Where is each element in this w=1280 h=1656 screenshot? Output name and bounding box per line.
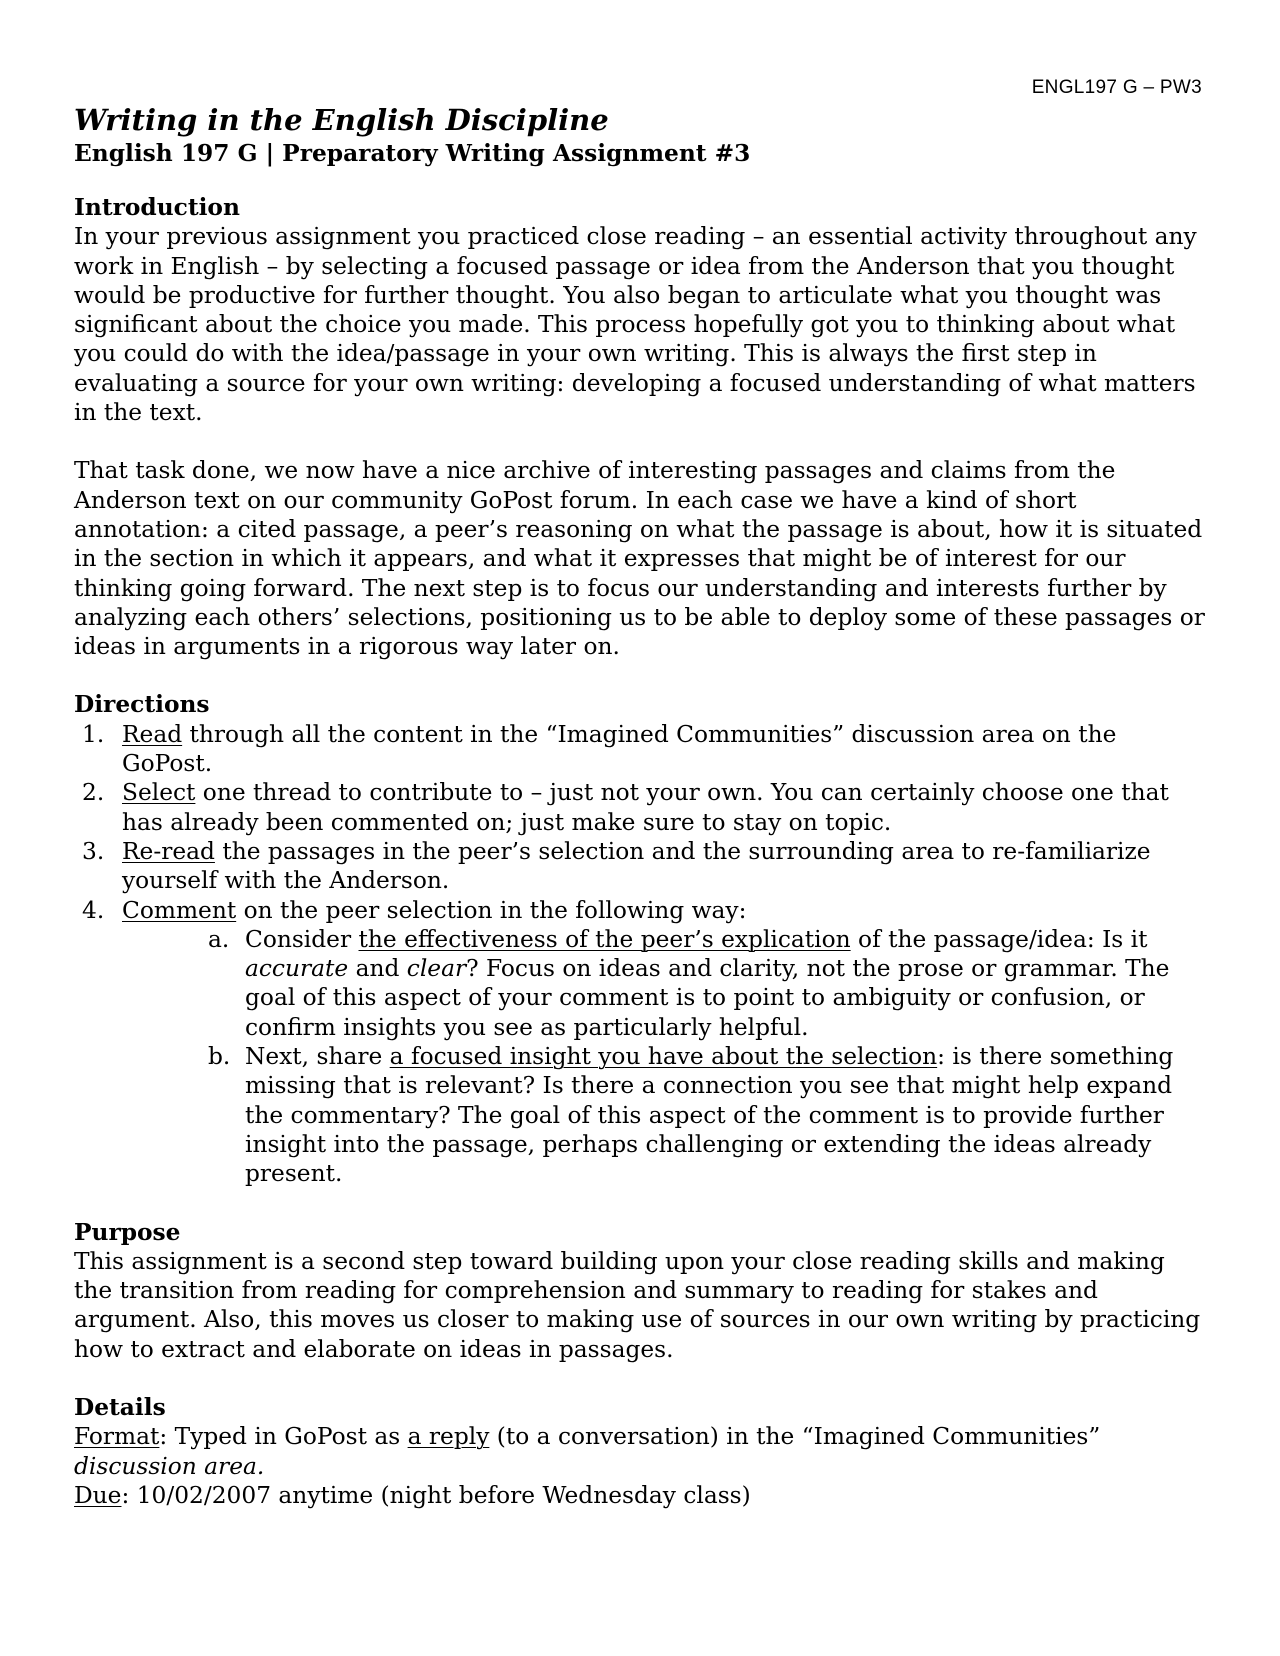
details-section [74, 1393, 1209, 1510]
step-keyword: Re-read [122, 837, 215, 865]
substep-text: Next, share [245, 1043, 390, 1071]
purpose-heading: Purpose [74, 1218, 181, 1246]
step-text: the passages in the peer’s selection and the surrounding area to re-familiarize yourself with the Anderson. [122, 837, 1151, 895]
step-number: 3. [82, 837, 105, 865]
substep-text: : is there something missing that is relevant? Is there a connection you see that might help expand the commentary? The goal of this aspect of the comment is to provide further insight into the passage, perhaps challenging or extending the ideas already present. [245, 1043, 1174, 1188]
introduction-paragraph-1: In your previous assignment you practiced close reading – an essential activity throughout any work in English – by selecting a focused passage or idea from the Anderson that you thought would be productive for further thought. You also began to articulate what you thought was significant about the choice you made. This process hopefully got you to thinking about what you could do with the idea/passage in your own writing. This is always the first step in evaluating a source for your own writing: developing a focused understanding of what matters in the text. [74, 223, 1197, 427]
format-italic: discussion area. [74, 1452, 265, 1480]
directions-heading: Directions [74, 691, 210, 719]
document-body [74, 102, 1209, 1510]
format-text: (to a conversation) in the “Imagined Communities” [489, 1423, 1101, 1451]
step-text: one thread to contribute to – just not your own. You can certainly choose one that has already been commented on; just make sure to stay on topic. [122, 779, 1169, 836]
step-keyword: Read [122, 720, 183, 748]
substep-text: of the passage/idea: Is it [850, 925, 1148, 953]
direction-step [74, 720, 1209, 779]
introduction-heading: Introduction [74, 194, 240, 221]
step-keyword: Comment [122, 896, 237, 924]
directions-list [74, 720, 1209, 1189]
format-line [74, 1422, 1209, 1481]
document-title: Writing in the English Discipline [74, 103, 609, 137]
direction-step [74, 837, 1209, 896]
due-line [74, 1481, 1209, 1510]
substep-underlined: the effectiveness of the peer’s explication [358, 925, 851, 953]
direction-step [74, 778, 1209, 837]
substep-text: Consider [245, 925, 359, 953]
document-subtitle: English 197 G | Preparatory Writing Assignment #3 [74, 140, 751, 167]
substep-item [122, 1042, 1209, 1188]
introduction-paragraph-2: That task done, we now have a nice archive of interesting passages and claims from the Anderson text on our community GoPost forum. In each case we have a kind of short annotation: a cited passage, a peer’s reasoning on what the passage is about, how it is situated in the section in which it appears, and what it expresses that might be of interest for our thinking going forward. The next step is to focus our understanding and interests further by analyzing each others’ selections, positioning us to be able to deploy some of these passages or ideas in arguments in a rigorous way later on. [74, 457, 1205, 661]
step-keyword: Select [122, 779, 196, 807]
step-number: 2. [82, 779, 105, 807]
introduction-section [74, 193, 1209, 661]
comment-substeps [122, 925, 1209, 1189]
directions-section [74, 690, 1209, 1188]
due-label: Due [74, 1481, 122, 1509]
step-number: 1. [82, 720, 105, 748]
substep-letter: b. [208, 1043, 231, 1071]
substep-text: ? Focus on ideas and clarity, not the prose or grammar. The goal of this aspect of your comment is to point to ambiguity or confusion, or confirm insights you see as particularly helpful. [245, 955, 1170, 1041]
substep-italic: clear [406, 955, 467, 983]
substep-item [122, 925, 1209, 1042]
direction-step [74, 896, 1209, 1189]
reply-link-text: a reply [407, 1423, 490, 1451]
substep-underlined: a focused insight you have about the selection [389, 1043, 938, 1071]
step-text: through all the content in the “Imagined Communities” discussion area on the GoPost. [122, 720, 1117, 778]
purpose-section [74, 1218, 1209, 1364]
running-header: ENGL197 G – PW3 [1031, 77, 1202, 98]
substep-italic: accurate [245, 955, 349, 983]
details-heading: Details [74, 1393, 166, 1421]
format-label: Format [74, 1423, 160, 1451]
substep-text: and [348, 955, 407, 983]
due-text: : 10/02/2007 anytime (night before Wednesday class) [121, 1481, 751, 1509]
step-text: on the peer selection in the following way: [236, 896, 747, 924]
substep-letter: a. [208, 925, 230, 953]
format-text: : Typed in GoPost as [159, 1423, 408, 1451]
purpose-paragraph: This assignment is a second step toward building upon your close reading skills and making the transition from reading for comprehension and summary to reading for stakes and argument. Also, this moves us closer to making use of sources in our own writing by practicing how to extract and elaborate on ideas in passages. [74, 1247, 1201, 1363]
step-number: 4. [82, 896, 105, 924]
